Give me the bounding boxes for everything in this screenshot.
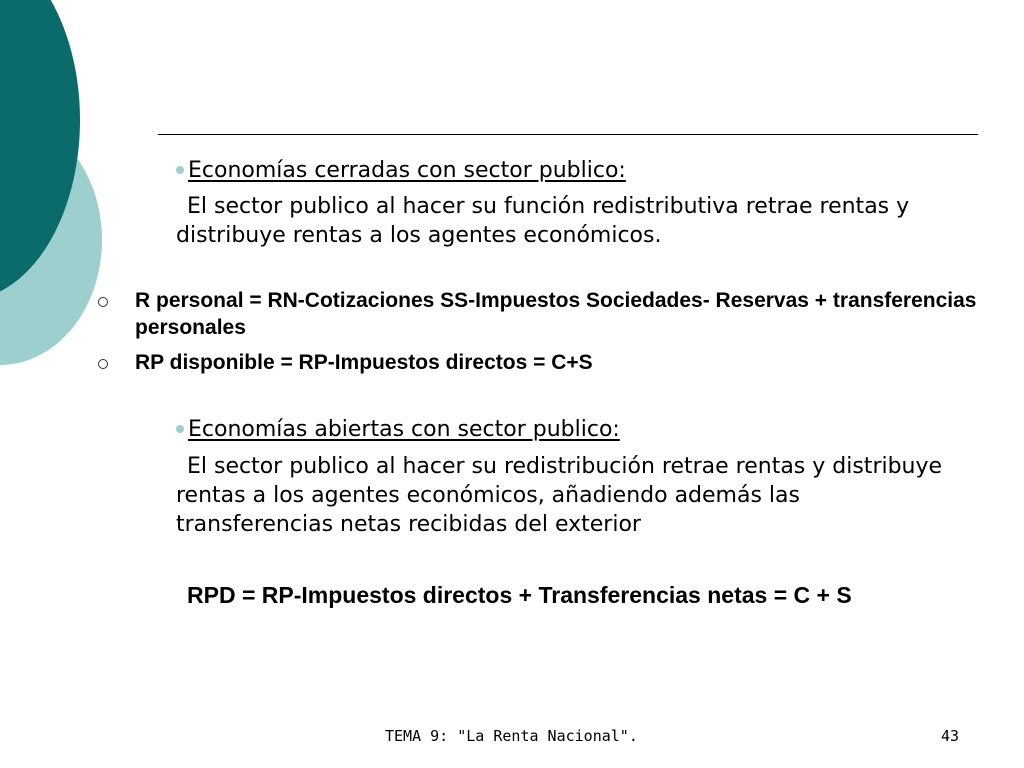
formula-disposable-income: RP disponible = RP-Impuestos directos = C+S <box>135 351 593 374</box>
paragraph-open-economy: El sector publico al hacer su redistribución retrae rentas y distribuye rentas a los agentes económicos, añadiendo además las transferencias netas recibidas del exterior <box>176 454 943 537</box>
formula-personal-income: R personal = RN-Cotizaciones SS-Impuestos Sociedades- Reservas + transferencias personales <box>135 289 977 339</box>
footer-title: TEMA 9: "La Renta Nacional". <box>385 727 638 745</box>
dot-bullet-icon <box>176 425 184 433</box>
title-divider <box>158 134 978 135</box>
ring-bullet-icon <box>98 359 108 369</box>
page-number: 43 <box>941 727 960 745</box>
heading-closed-economy <box>176 158 626 183</box>
dot-bullet-icon <box>176 166 184 174</box>
formula-rpd: RPD = RP-Impuestos directos + Transferencias netas = C + S <box>187 582 852 608</box>
ring-bullet-icon <box>98 297 108 307</box>
paragraph-closed-economy: El sector publico al hacer su función redistributiva retrae rentas y distribuye rentas a los agentes económicos. <box>176 194 910 248</box>
heading-open-economy-text: Economías abiertas con sector publico: <box>188 417 620 442</box>
heading-closed-economy-text: Economías cerradas con sector publico: <box>188 158 626 183</box>
heading-open-economy <box>176 417 620 442</box>
